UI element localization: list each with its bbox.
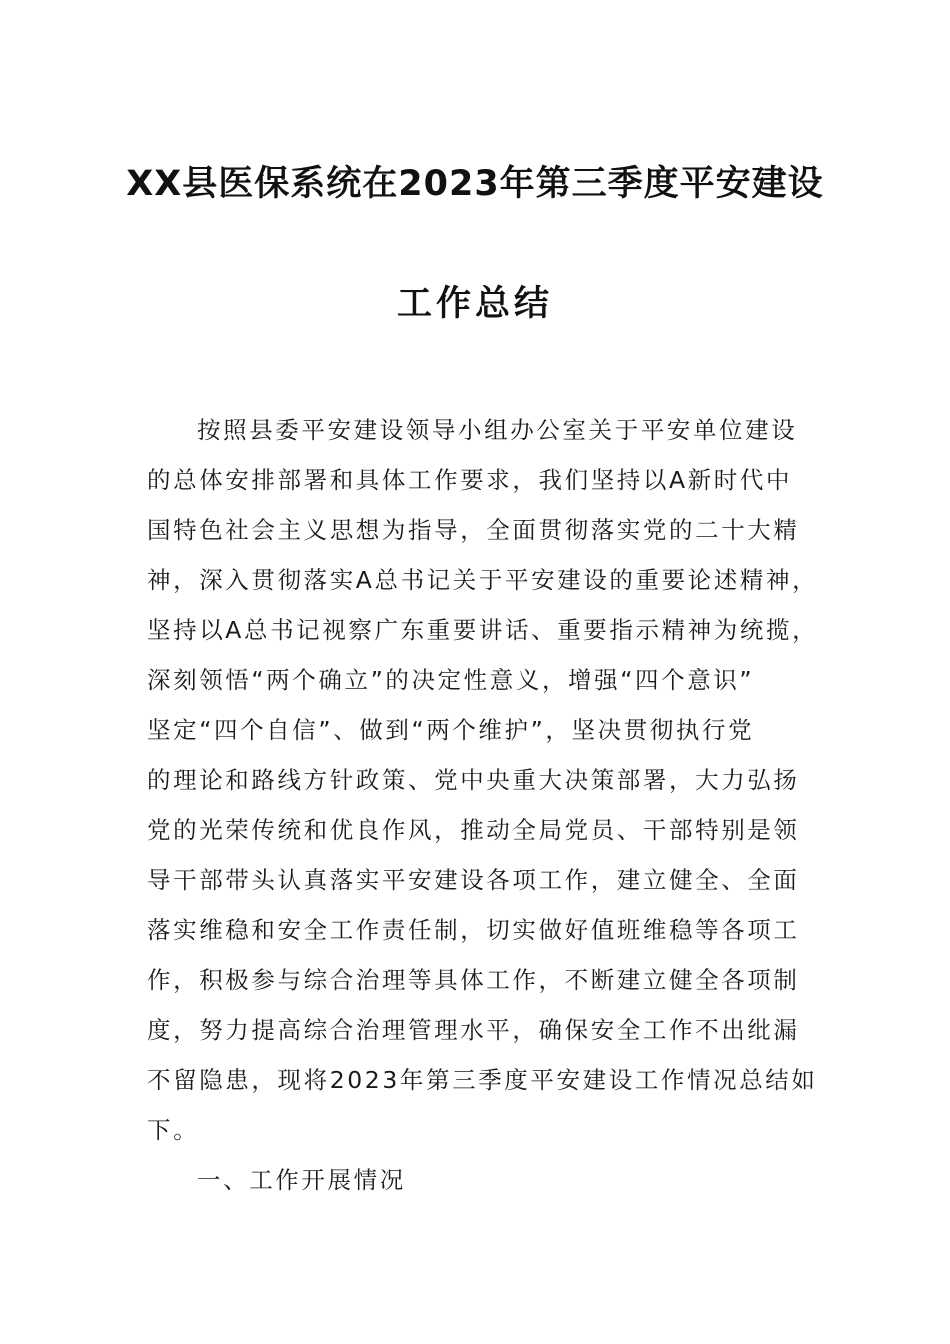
- paragraph-line: 的总体安排部署和具体工作要求，我们坚持以A新时代中: [147, 466, 793, 494]
- paragraph-line: 坚持以A总书记视察广东重要讲话、重要指示精神为统揽，: [147, 616, 819, 644]
- paragraph-line: 度，努力提高综合治理管理水平，确保安全工作不出纰漏: [147, 1016, 800, 1044]
- paragraph-line: 下。: [147, 1116, 200, 1144]
- paragraph-line: 落实维稳和安全工作责任制，切实做好值班维稳等各项工: [147, 916, 800, 944]
- paragraph-line: 国特色社会主义思想为指导，全面贯彻落实党的二十大精: [147, 516, 800, 544]
- paragraph-line: 党的光荣传统和优良作风，推动全局党员、干部特别是领: [147, 816, 800, 844]
- paragraph-line: 神，深入贯彻落实A总书记关于平安建设的重要论述精神，: [147, 566, 819, 594]
- paragraph-line: 不留隐患，现将2023年第三季度平安建设工作情况总结如: [147, 1066, 818, 1094]
- paragraph-line: 按照县委平安建设领导小组办公室关于平安单位建设: [197, 416, 798, 444]
- paragraph-line: 深刻领悟“两个确立”的决定性意义，增强“四个意识”: [147, 666, 755, 694]
- paragraph-line: 作，积极参与综合治理等具体工作，不断建立健全各项制: [147, 966, 800, 994]
- body-paragraph: [147, 405, 827, 1205]
- paragraph-line: 的理论和路线方针政策、党中央重大决策部署，大力弘扬: [147, 766, 800, 794]
- document-title-line-2: 工作总结: [396, 284, 553, 324]
- paragraph-line: 坚定“四个自信”、做到“两个维护”，坚决贯彻执行党: [147, 716, 755, 744]
- paragraph-line: 导干部带头认真落实平安建设各项工作，建立健全、全面: [147, 866, 800, 894]
- section-heading: 一、工作开展情况: [197, 1166, 406, 1194]
- document-title-line-1: XX县医保系统在2023年第三季度平安建设: [126, 164, 824, 204]
